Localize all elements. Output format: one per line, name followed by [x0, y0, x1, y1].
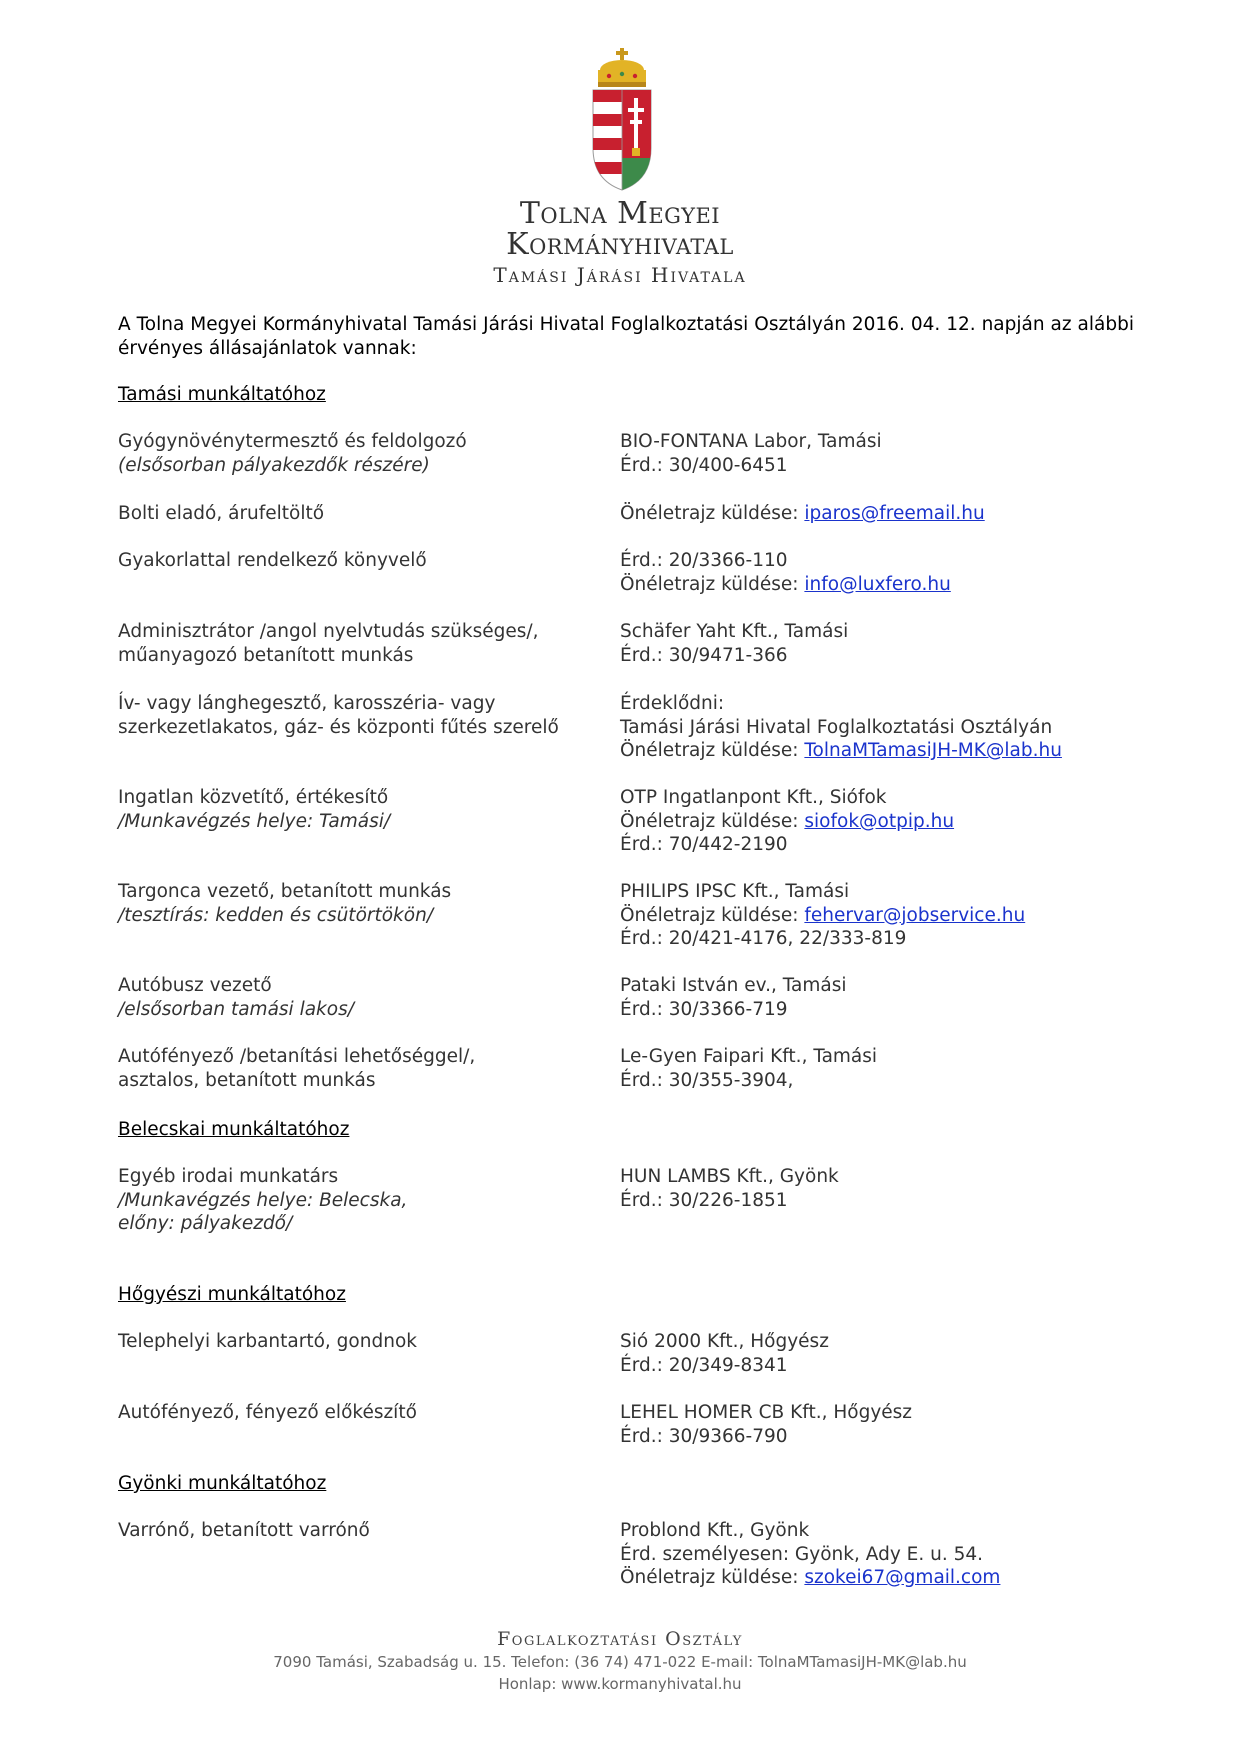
section-title-hogyeszi: Hőgyészi munkáltatóhoz [118, 1284, 346, 1305]
section-title-belecskai: Belecskai munkáltatóhoz [118, 1119, 350, 1140]
employer-info: Problond Kft., Gyönk Érd. személyesen: Gyönk, Ady E. u. 54. Önéletrajz küldése: szokei67@gmail.com [620, 1520, 1001, 1588]
job-title: Autófényező, fényező előkészítő [118, 1402, 417, 1423]
employer-info: Sió 2000 Kft., Hőgyész Érd.: 20/349-8341 [620, 1331, 829, 1376]
employer-info: HUN LAMBS Kft., Gyönk Érd.: 30/226-1851 [620, 1166, 839, 1211]
employer-info: Schäfer Yaht Kft., Tamási Érd.: 30/9471-366 [620, 621, 849, 666]
section-title-gyonki: Gyönki munkáltatóhoz [118, 1473, 327, 1494]
job-title: Autófényező /betanítási lehetőséggel/, asztalos, betanított munkás [118, 1046, 476, 1091]
employer-info: Le-Gyen Faipari Kft., Tamási Érd.: 30/355-3904, [620, 1046, 878, 1091]
footer-department: Foglalkoztatási Osztály [497, 1628, 743, 1650]
employer-info: OTP Ingatlanpont Kft., Siófok Önéletrajz küldése: siofok@otpip.hu Érd.: 70/442-2190 [620, 787, 955, 855]
employer-info: Pataki István ev., Tamási Érd.: 30/3366-719 [620, 975, 847, 1020]
footer-address: 7090 Tamási, Szabadság u. 15. Telefon: (36 74) 471-022 E-mail: TolnaMTamasiJH-MK@lab.hu [273, 1653, 967, 1671]
employer-info: Érd.: 20/3366-110 Önéletrajz küldése: info@luxfero.hu [620, 550, 951, 595]
email-link[interactable]: fehervar@jobservice.hu [804, 904, 1026, 926]
email-link[interactable]: iparos@freemail.hu [804, 503, 985, 524]
job-title: Ingatlan közvetítő, értékesítő /Munkavégzés helye: Tamási/ [118, 787, 391, 832]
job-title: Bolti eladó, árufeltöltő [118, 503, 325, 524]
job-title: Targonca vezető, betanított munkás /tesztírás: kedden és csütörtökön/ [118, 881, 452, 926]
email-link[interactable]: siofok@otpip.hu [804, 810, 955, 832]
employer-info: LEHEL HOMER CB Kft., Hőgyész Érd.: 30/9366-790 [620, 1402, 912, 1447]
section-title-tamasi: Tamási munkáltatóhoz [118, 384, 326, 405]
job-title: Gyakorlattal rendelkező könyvelő [118, 550, 427, 571]
job-title: Adminisztrátor /angol nyelvtudás szükséges/, műanyagozó betanított munkás [118, 621, 539, 666]
org-name-line3: Tamási Járási Hivatala [493, 263, 747, 287]
employer-info: BIO-FONTANA Labor, Tamási Érd.: 30/400-6451 [620, 431, 882, 476]
employer-info: Érdeklődni: Tamási Járási Hivatal Foglalkoztatási Osztályán Önéletrajz küldése: TolnaMTamasiJH-MK@lab.hu [620, 693, 1062, 761]
email-link[interactable]: info@luxfero.hu [804, 573, 951, 595]
job-title: Gyógynövénytermesztő és feldolgozó (elsősorban pályakezdők részére) [118, 431, 467, 476]
employer-info: Önéletrajz küldése: iparos@freemail.hu [620, 503, 985, 524]
employer-info: PHILIPS IPSC Kft., Tamási Önéletrajz küldése: fehervar@jobservice.hu Érd.: 20/421-4176, 22/333-819 [620, 881, 1026, 949]
intro-paragraph: A Tolna Megyei Kormányhivatal Tamási Járási Hivatal Foglalkoztatási Osztályán 2016. 04. 12. napján az alábbi érvényes állásajánlatok vannak: [118, 314, 1134, 359]
job-title: Varrónő, betanított varrónő [118, 1520, 370, 1541]
job-title: Egyéb irodai munkatárs /Munkavégzés helye: Belecska, előny: pályakezdő/ [118, 1166, 408, 1234]
email-link[interactable]: TolnaMTamasiJH-MK@lab.hu [804, 740, 1062, 761]
footer-website: Honlap: www.kormanyhivatal.hu [498, 1675, 742, 1693]
job-title: Autóbusz vezető /elsősorban tamási lakos/ [118, 975, 354, 1020]
job-title: Telephelyi karbantartó, gondnok [118, 1331, 417, 1352]
org-name-line2: Kormányhivatal [506, 227, 734, 262]
coat-of-arms-logo [587, 48, 657, 191]
email-link[interactable]: szokei67@gmail.com [804, 1567, 1001, 1588]
job-title: Ív- vagy lánghegesztő, karosszéria- vagy szerkezetlakatos, gáz- és központi fűtés szerelő [118, 693, 559, 738]
org-name-line1: Tolna Megyei [519, 196, 721, 231]
